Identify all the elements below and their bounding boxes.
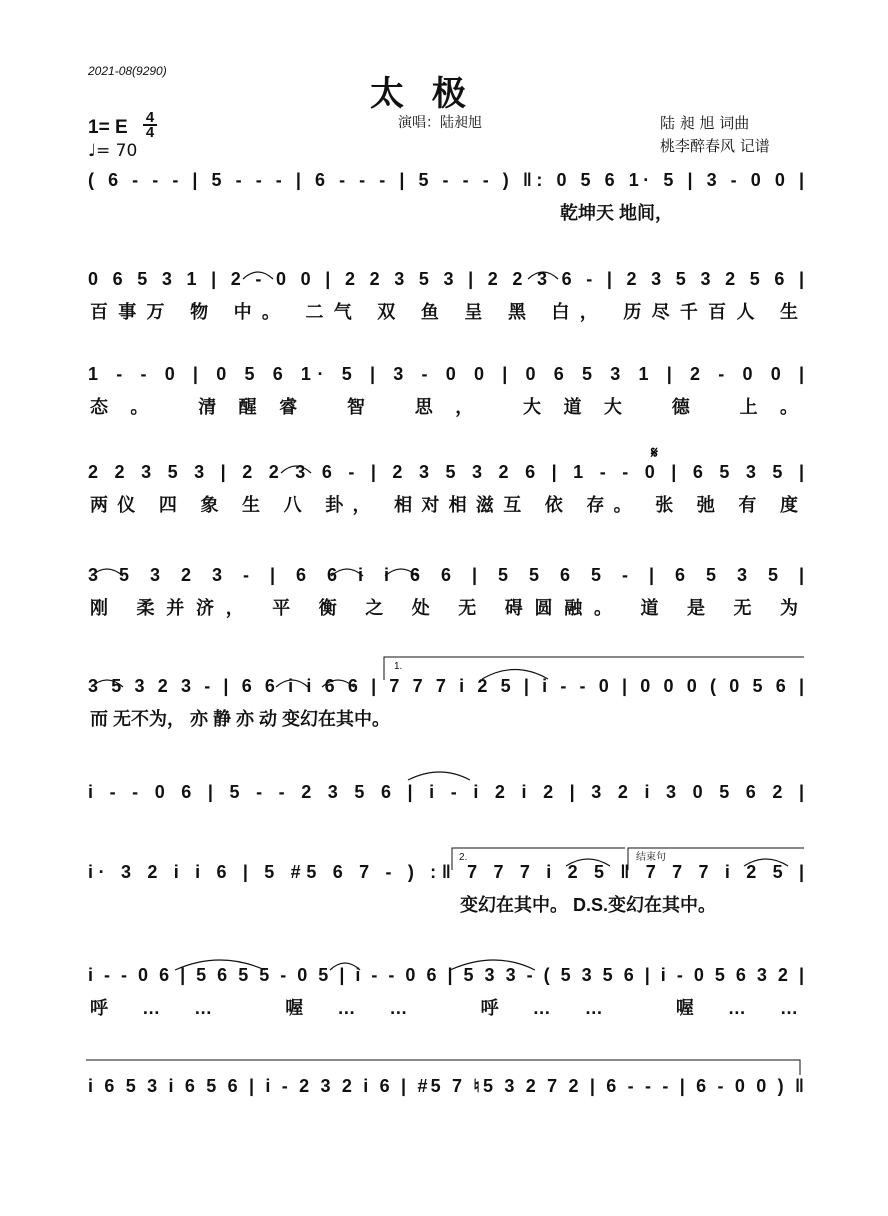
notation-line: i· 3 2 i i 6 | 5 #5 6 7 - ) :‖ 7 7 7 i 2 5 ‖ 7 7 7 i 2 5 | [88, 862, 804, 882]
key-signature: 1= E [88, 117, 128, 138]
lyric-line: 变幻在其中。 D.S.变幻在其中。 [460, 895, 717, 915]
score-row [88, 364, 804, 418]
score-row [88, 462, 804, 516]
page-title: 太 极 [370, 74, 474, 114]
composer-credit: 陆 昶 旭 词曲 [660, 114, 750, 132]
time-signature-top: 4 [145, 109, 155, 126]
score-row [88, 170, 804, 224]
singer-credit: 演唱：陆昶旭 [398, 115, 482, 131]
notation-line: ( 6 - - - | 5 - - - | 6 - - - | 5 - - - ) ‖: 0 5 6 1· 5 | 3 - 0 0 | [88, 170, 805, 190]
notation-line: i - - 0 6 | 5 - - 2 3 5 6 | i - i 2 i 2 | 3 2 i 3 0 5 6 2 | [88, 782, 804, 802]
score-row [88, 1076, 804, 1096]
notation-line: 0 6 5 3 1 | 2 - 0 0 | 2 2 3 5 3 | 2 2 3 6 - | 2 3 5 3 2 5 6 | [88, 269, 804, 289]
notation-line: 2 2 3 5 3 | 2 2 3 6 - | 2 3 5 3 2 6 | 1 - - 0 | 6 5 3 5 | [88, 462, 804, 482]
lyric-line: 而 无不为， 亦 静 亦 动 变幻在其中。 [90, 709, 391, 729]
score-row [88, 965, 804, 1018]
notation-line: 1 - - 0 | 0 5 6 1· 5 | 3 - 0 0 | 0 6 5 3 1 | 2 - 0 0 | [88, 364, 805, 384]
score-row [88, 862, 804, 915]
lyric-line: 乾坤天 地间， [560, 203, 674, 223]
lyric-line: 刚 柔并济， 平 衡 之 处 无 碍圆融。 道 是 无 为 [90, 598, 799, 618]
final-bracket [86, 1060, 800, 1075]
time-signature-bottom: 4 [145, 124, 155, 141]
notation-line: i 6 5 3 i 6 5 6 | i - 2 3 2 i 6 | #5 7 ♮5 3 2 7 2 | 6 - - - | 6 - 0 0 ) ‖ [88, 1076, 804, 1096]
volta-1-label: 1. [394, 661, 403, 672]
score-rows [88, 170, 804, 1096]
segno-icon: 𝄋 [651, 443, 658, 462]
score-row [88, 676, 804, 730]
tempo-mark: ♩= 70 [88, 141, 138, 161]
notation-line: 3 5 3 2 3 - | 6 6 i i 6 6 | 5 5 6 5 - | 6 5 3 5 | [88, 565, 804, 585]
ending-label: 结束句 [636, 852, 666, 863]
lyric-line: 两仪 四 象 生 八 卦， 相对相滋互 依 存。 张 弛 有 度 [90, 495, 798, 515]
score-row [88, 565, 804, 619]
notation-line: 3 5 3 2 3 - | 6 6 i i 6 6 | 7 7 7 i 2 5 | i - - 0 | 0 0 0 ( 0 5 6 | [88, 676, 804, 696]
lyric-line: 呼…… 喔…… 呼…… 喔…… [90, 998, 798, 1018]
notation-line: i - - 0 6 | 5 6 5 5 - 0 5 | i - - 0 6 | 5 3 3 - ( 5 3 5 6 | i - 0 5 6 3 2 | [88, 965, 804, 985]
transcriber-credit: 桃李醉春风 记谱 [660, 137, 770, 155]
lyric-line: 态。 清醒睿 智 思， 大道大 德 上。 [90, 397, 798, 417]
score-row [88, 269, 804, 323]
document-code: 2021-08(9290) [88, 64, 167, 78]
score-row [88, 782, 804, 802]
volta-2-label: 2. [459, 852, 468, 863]
lyric-line: 百事万 物 中。 二气 双 鱼 呈 黑 白， 历尽千百人 生 [90, 302, 799, 322]
